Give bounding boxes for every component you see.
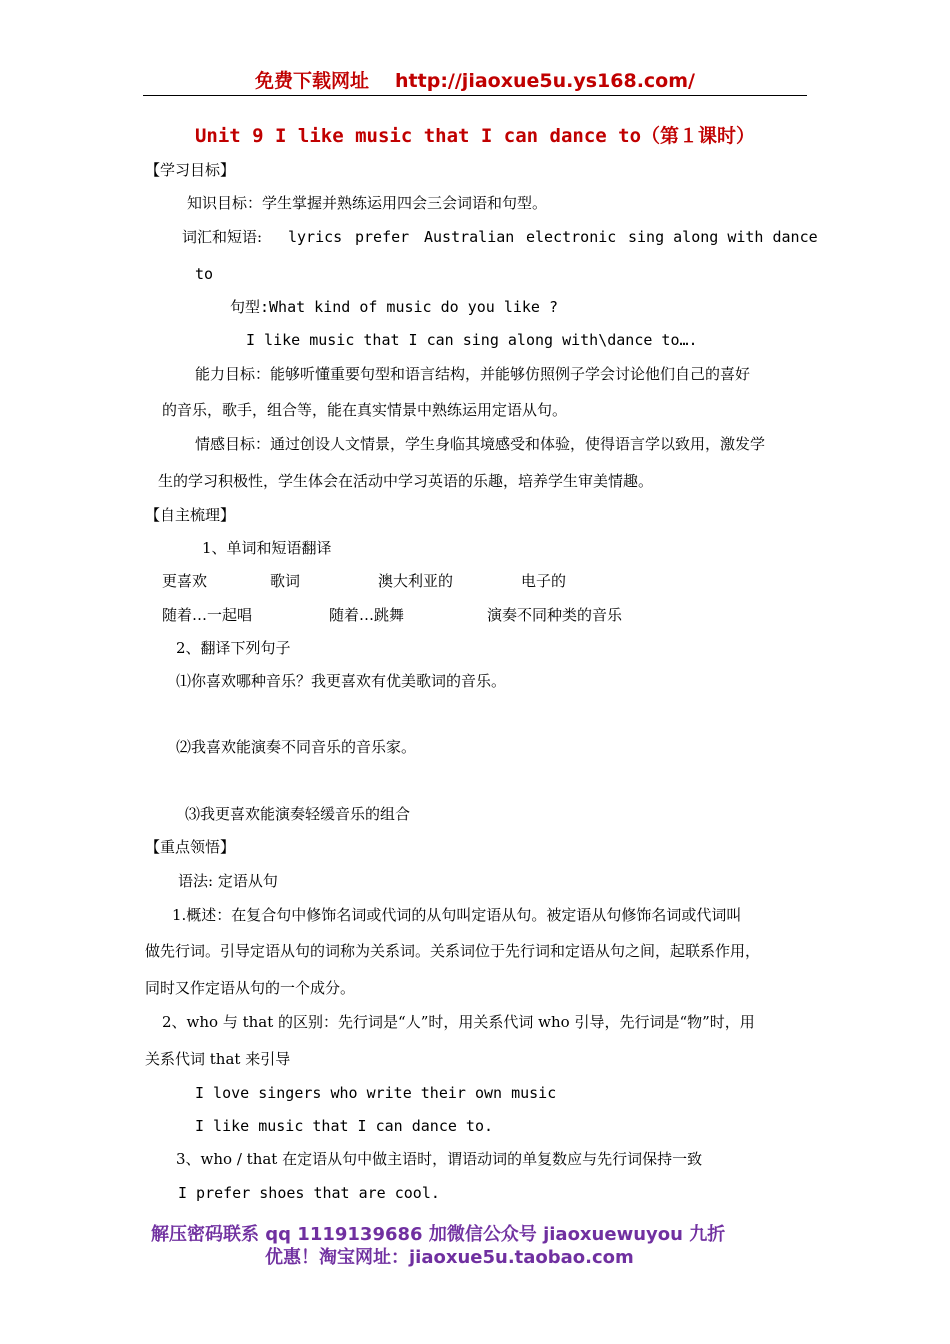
overview-line1: 1.概述：在复合句中修饰名词或代词的从句叫定语从句。被定语从句修饰名词或代词叫 <box>172 906 742 924</box>
vocab-continuation: to <box>195 265 214 283</box>
page-title: Unit 9 I like music that I can dance to（第１课时） <box>194 125 756 147</box>
translation-sentence: ⑶我更喜欢能演奏轻缓音乐的组合 <box>185 805 411 823</box>
phrase-prompt: 随着…一起唱 <box>162 606 253 624</box>
footer-contact-line2: 优惠！淘宝网址：jiaoxue5u.taobao.com <box>265 1247 634 1268</box>
ability-objective-line1: 能力目标：能够听懂重要句型和语言结构，并能够仿照例子学会讨论他们自己的喜好 <box>195 365 751 383</box>
who-that-line1: 2、who 与 that 的区别：先行词是“人”时，用关系代词 who 引导，先行词是“物”时，用 <box>162 1013 755 1031</box>
vocab-label: 词汇和短语: <box>182 228 263 246</box>
grammar-topic: 语法: 定语从句 <box>178 872 278 890</box>
self-study-heading: 【自主梳理】 <box>145 506 236 524</box>
header-banner <box>0 66 950 93</box>
overview-line3: 同时又作定语从句的一个成分。 <box>145 979 356 997</box>
vocab-item: prefer <box>355 228 410 246</box>
header-divider <box>143 95 807 96</box>
key-points-heading: 【重点领悟】 <box>145 838 236 856</box>
footer-contact-line1: 解压密码联系 qq 1119139686 加微信公众号 jiaoxuewuyou 九折 <box>151 1224 726 1245</box>
sentence-pattern-2: I like music that I can sing along with\dance to…. <box>246 331 698 349</box>
translation-sentence: ⑵我喜欢能演奏不同音乐的音乐家。 <box>176 738 417 756</box>
who-that-line2: 关系代词 that 来引导 <box>145 1050 291 1068</box>
header-label: 免费下载网址 <box>255 70 370 92</box>
word-prompt: 电子的 <box>521 572 567 590</box>
agreement-rule: 3、who / that 在定语从句中做主语时，谓语动词的单复数应与先行词保持一致 <box>176 1150 703 1168</box>
vocab-item: lyrics <box>288 228 343 246</box>
vocab-item: sing along with dance <box>628 228 818 246</box>
phrase-prompt: 演奏不同种类的音乐 <box>487 606 623 624</box>
translation-sentence: ⑴你喜欢哪种音乐？我更喜欢有优美歌词的音乐。 <box>176 672 507 690</box>
sentence-translation-subheading: 2、翻译下列句子 <box>176 639 291 657</box>
phrase-prompt: 随着…跳舞 <box>329 606 405 624</box>
word-prompt: 更喜欢 <box>162 572 208 590</box>
header-url-link[interactable]: http://jiaoxue5u.ys168.com/ <box>395 70 695 92</box>
emotion-objective-line1: 情感目标：通过创设人文情景，学生身临其境感受和体验，使得语言学以致用，激发学 <box>195 435 766 453</box>
sentence-pattern-1: 句型:What kind of music do you like ? <box>230 298 559 316</box>
vocab-item: electronic <box>526 228 617 246</box>
emotion-objective-line2: 生的学习积极性，学生体会在活动中学习英语的乐趣，培养学生审美情趣。 <box>158 472 654 490</box>
word-prompt: 歌词 <box>270 572 301 590</box>
objectives-heading: 【学习目标】 <box>145 161 236 179</box>
vocab-item: Australian <box>424 228 515 246</box>
overview-line2: 做先行词。引导定语从句的词称为关系词。关系词位于先行词和定语从句之间，起联系作用， <box>145 942 761 960</box>
ability-objective-line2: 的音乐，歌手，组合等，能在真实情景中熟练运用定语从句。 <box>162 401 568 419</box>
translation-subheading: 1、单词和短语翻译 <box>202 539 332 557</box>
example-sentence: I love singers who write their own music <box>195 1084 557 1102</box>
word-prompt: 澳大利亚的 <box>378 572 454 590</box>
example-sentence: I prefer shoes that are cool. <box>178 1184 440 1202</box>
example-sentence: I like music that I can dance to. <box>195 1117 494 1135</box>
knowledge-objective: 知识目标：学生掌握并熟练运用四会三会词语和句型。 <box>187 194 548 212</box>
